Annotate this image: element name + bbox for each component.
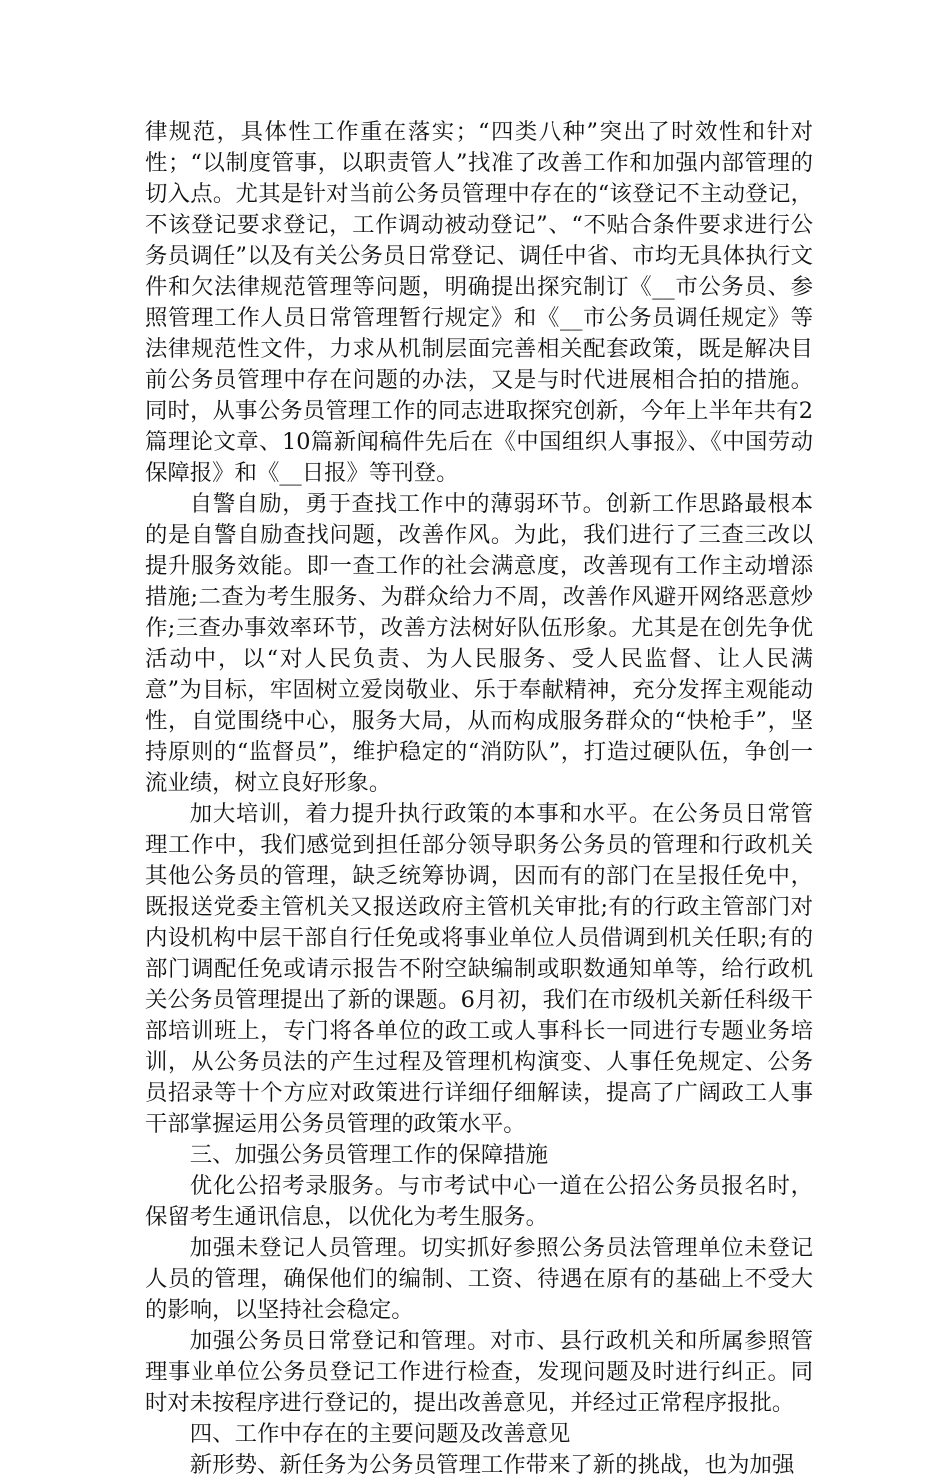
section-heading-4: 四、工作中存在的主要问题及改善意见 — [189, 1421, 571, 1447]
section-heading-3: 三、加强公务员管理工作的保障措施 — [189, 1142, 549, 1168]
paragraph-registration: 加强公务员日常登记和管理。对市、县行政机关和所属参照管理事业单位公务员登记工作进行检查，发现问题及时进行纠正。同时对未按程序进行登记的，提出改善意见，并经过正常程序报批。 — [145, 1328, 813, 1416]
paragraph-self-discipline: 自警自励，勇于查找工作中的薄弱环节。创新工作思路最根本的是自警自励查找问题，改善作风。为此，我们进行了三查三改以提升服务效能。即一查工作的社会满意度，改善现有工作主动增添措施;二查为考生服务、为群众给力不周，改善作风避开网络恶意炒作;三查办事效率环节，改善方法树好队伍形象。尤其是在创先争优活动中，以“对人民负责、为人民服务、受人民监督、让人民满意”为目标，牢固树立爱岗敬业、乐于奉献精神，充分发挥主观能动性，自觉围绕中心，服务大局，从而构成服务群众的“快枪手”，坚持原则的“监督员”，维护稳定的“消防队”，打造过硬队伍，争创一流业绩，树立良好形象。 — [145, 491, 813, 796]
document-page — [145, 117, 813, 1481]
paragraph-continuation: 律规范，具体性工作重在落实；“四类八种”突出了时效性和针对性；“以制度管事，以职责管人”找准了改善工作和加强内部管理的切入点。尤其是针对当前公务员管理中存在的“该登记不主动登记，不该登记要求登记，工作调动被动登记”、“不贴合条件要求进行公务员调任”以及有关公务员日常登记、调任中省、市均无具体执行文件和欠法律规范管理等问题，明确提出探究制订《__市公务员、参照管理工作人员日常管理暂行规定》和《__市公务员调任规定》等法律规范性文件，力求从机制层面完善相关配套政策，既是解决目前公务员管理中存在问题的办法，又是与时代进展相合拍的措施。同时，从事公务员管理工作的同志进取探究创新，今年上半年共有2篇理论文章、10篇新闻稿件先后在《中国组织人事报》、《中国劳动保障报》和《__日报》等刊登。 — [145, 119, 813, 486]
paragraph-unregistered: 加强未登记人员管理。切实抓好参照公务员法管理单位未登记人员的管理，确保他们的编制、工资、待遇在原有的基础上不受大的影响，以坚持社会稳定。 — [145, 1235, 813, 1323]
paragraph-training: 加大培训，着力提升执行政策的本事和水平。在公务员日常管理工作中，我们感觉到担任部分领导职务公务员的管理和行政机关其他公务员的管理，缺乏统筹协调，因而有的部门在呈报任免中，既报送党委主管机关又报送政府主管机关审批;有的行政主管部门对内设机构中层干部自行任免或将事业单位人员借调到机关任职;有的部门调配任免或请示报告不附空缺编制或职数通知单等，给行政机关公务员管理提出了新的课题。6月初，我们在市级机关新任科级干部培训班上，专门将各单位的政工或人事科长一同进行专题业务培训，从公务员法的产生过程及管理机构演变、人事任免规定、公务员招录等十个方应对政策进行详细仔细解读，提高了广阔政工人事干部掌握运用公务员管理的政策水平。 — [145, 801, 813, 1137]
paragraph-new-challenges: 新形势、新任务为公务员管理工作带来了新的挑战，也为加强 — [189, 1452, 795, 1478]
paragraph-recruitment: 优化公招考录服务。与市考试中心一道在公招公务员报名时，保留考生通讯信息，以优化为考生服务。 — [145, 1173, 813, 1230]
